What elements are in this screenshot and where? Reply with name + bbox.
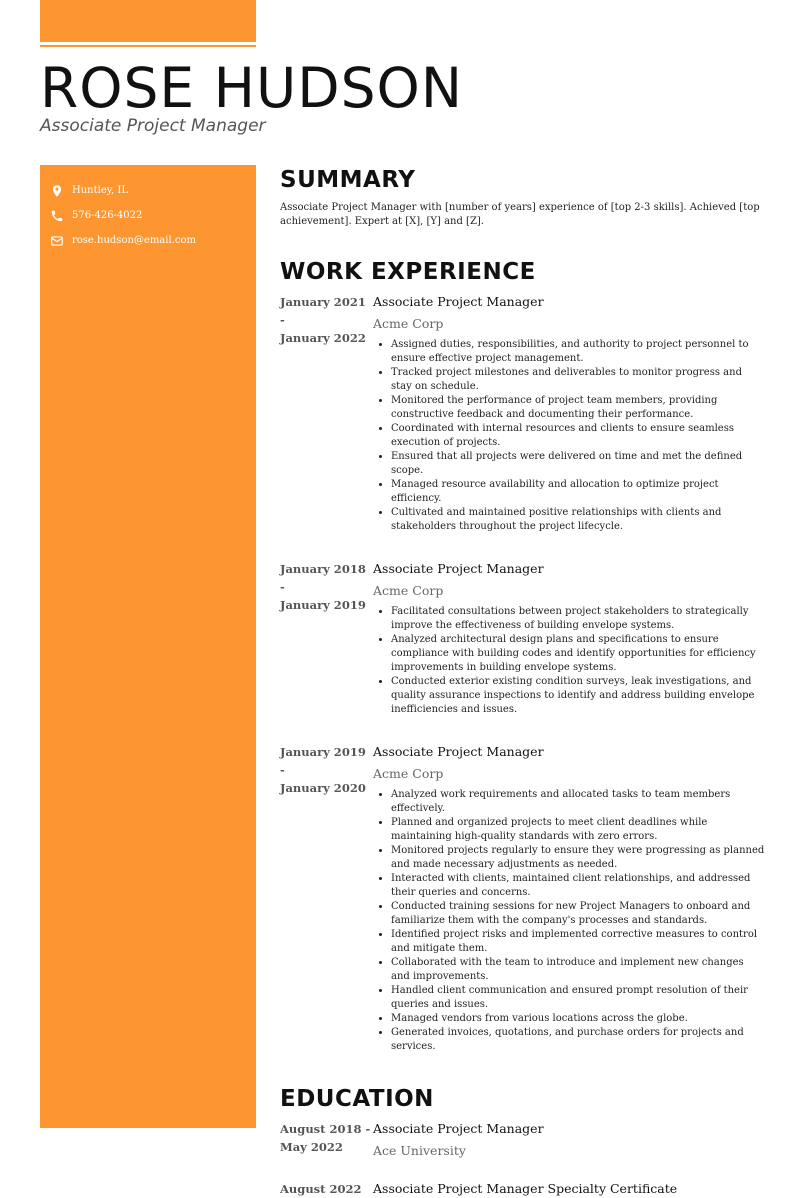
education-degree: Associate Project Manager bbox=[373, 1121, 544, 1136]
education-date-start: August 2022 bbox=[280, 1182, 362, 1196]
job-body bbox=[373, 743, 765, 1054]
header-accent-bar bbox=[40, 0, 256, 42]
header-accent-line bbox=[40, 45, 256, 47]
job-company: Acme Corp bbox=[373, 766, 444, 781]
job-bullet: • Monitored projects regularly to ensure they were progressing as planned and made necessary adjustments as needed. bbox=[391, 844, 765, 872]
job-date-end: January 2020 bbox=[280, 781, 366, 795]
job-bullet: • Cultivated and maintained positive relationships with clients and stakeholders throughout the project lifecycle. bbox=[391, 506, 765, 534]
job-entry bbox=[280, 743, 765, 1054]
phone-icon bbox=[50, 209, 64, 223]
education-dates bbox=[280, 1120, 373, 1160]
education-entry bbox=[280, 1180, 765, 1198]
job-bullets bbox=[373, 605, 765, 717]
education-degree: Associate Project Manager Specialty Certificate bbox=[373, 1181, 678, 1196]
job-bullet: • Ensured that all projects were delivered on time and met the defined scope. bbox=[391, 450, 765, 478]
sidebar bbox=[40, 165, 256, 1128]
job-dates bbox=[280, 560, 373, 717]
summary-title: SUMMARY bbox=[280, 167, 416, 193]
mail-icon bbox=[50, 234, 64, 248]
job-bullet: • Generated invoices, quotations, and purchase orders for projects and services. bbox=[391, 1026, 765, 1054]
contact-phone-text: 576-426-4022 bbox=[72, 210, 143, 221]
education-date-end: May 2022 bbox=[280, 1140, 343, 1154]
experience-title: WORK EXPERIENCE bbox=[280, 259, 536, 285]
main-content bbox=[280, 165, 765, 1198]
experience-section bbox=[280, 257, 765, 1054]
job-date-start: January 2019 - bbox=[280, 745, 366, 777]
job-dates bbox=[280, 743, 373, 1054]
contact-phone bbox=[50, 203, 250, 228]
job-body bbox=[373, 293, 765, 534]
summary-text: Associate Project Manager with [number of years] experience of [top 2-3 skills]. Achieved [top achievement]. Expert at [X], [Y] and [Z]. bbox=[280, 202, 760, 227]
job-bullet: • Planned and organized projects to meet client deadlines while maintaining high-quality standards with zero errors. bbox=[391, 816, 765, 844]
job-date-start: January 2018 - bbox=[280, 562, 366, 594]
job-dates bbox=[280, 293, 373, 534]
job-date-end: January 2019 bbox=[280, 598, 366, 612]
job-body bbox=[373, 560, 765, 717]
job-entry bbox=[280, 293, 765, 534]
job-date-end: January 2022 bbox=[280, 331, 366, 345]
contact-location bbox=[50, 178, 250, 203]
job-title: Associate Project Manager bbox=[373, 294, 544, 309]
education-title: EDUCATION bbox=[280, 1086, 434, 1112]
candidate-name: ROSE HUDSON bbox=[40, 56, 463, 120]
contact-email-text: rose.hudson@email.com bbox=[72, 235, 196, 246]
candidate-role: Associate Project Manager bbox=[40, 116, 266, 136]
job-bullet: • Handled client communication and ensured prompt resolution of their queries and issues. bbox=[391, 984, 765, 1012]
job-bullets bbox=[373, 788, 765, 1054]
job-company: Acme Corp bbox=[373, 316, 444, 331]
contact-location-text: Huntley, IL bbox=[72, 185, 129, 196]
education-dates bbox=[280, 1180, 373, 1198]
job-bullet: • Analyzed architectural design plans and specifications to ensure compliance with building codes and identify opportunities for efficiency improvements in building envelope systems. bbox=[391, 633, 765, 675]
job-entry bbox=[280, 560, 765, 717]
job-bullet: • Coordinated with internal resources and clients to ensure seamless execution of projects. bbox=[391, 422, 765, 450]
job-bullet: • Conducted training sessions for new Project Managers to onboard and familiarize them with the company's processes and standards. bbox=[391, 900, 765, 928]
job-bullet: • Interacted with clients, maintained client relationships, and addressed their queries and concerns. bbox=[391, 872, 765, 900]
job-bullet: • Managed vendors from various locations across the globe. bbox=[391, 1012, 765, 1026]
education-section bbox=[280, 1084, 765, 1198]
job-title: Associate Project Manager bbox=[373, 744, 544, 759]
job-bullet: • Tracked project milestones and deliverables to monitor progress and stay on schedule. bbox=[391, 366, 765, 394]
job-company: Acme Corp bbox=[373, 583, 444, 598]
summary-section bbox=[280, 165, 765, 229]
education-body bbox=[373, 1120, 765, 1160]
job-bullet: • Managed resource availability and allocation to optimize project efficiency. bbox=[391, 478, 765, 506]
job-bullet: • Analyzed work requirements and allocated tasks to team members effectively. bbox=[391, 788, 765, 816]
education-date-start: August 2018 - bbox=[280, 1122, 371, 1136]
location-pin-icon bbox=[50, 184, 64, 198]
job-bullet: • Identified project risks and implemented corrective measures to control and mitigate them. bbox=[391, 928, 765, 956]
job-bullet: • Collaborated with the team to introduce and implement new changes and improvements. bbox=[391, 956, 765, 984]
education-school: Ace University bbox=[373, 1143, 466, 1158]
job-bullet: • Conducted exterior existing condition surveys, leak investigations, and quality assurance inspections to identify and address building envelope inefficiencies and issues. bbox=[391, 675, 765, 717]
job-bullet: • Monitored the performance of project team members, providing constructive feedback and documenting their performance. bbox=[391, 394, 765, 422]
job-title: Associate Project Manager bbox=[373, 561, 544, 576]
job-bullet: • Assigned duties, responsibilities, and authority to project personnel to ensure effective project management. bbox=[391, 338, 765, 366]
contact-list bbox=[50, 178, 250, 253]
job-bullets bbox=[373, 338, 765, 534]
education-body bbox=[373, 1180, 765, 1198]
job-date-start: January 2021 - bbox=[280, 295, 366, 327]
education-entry bbox=[280, 1120, 765, 1160]
job-bullet: • Facilitated consultations between project stakeholders to strategically improve the effectiveness of building envelope systems. bbox=[391, 605, 765, 633]
contact-email bbox=[50, 228, 250, 253]
